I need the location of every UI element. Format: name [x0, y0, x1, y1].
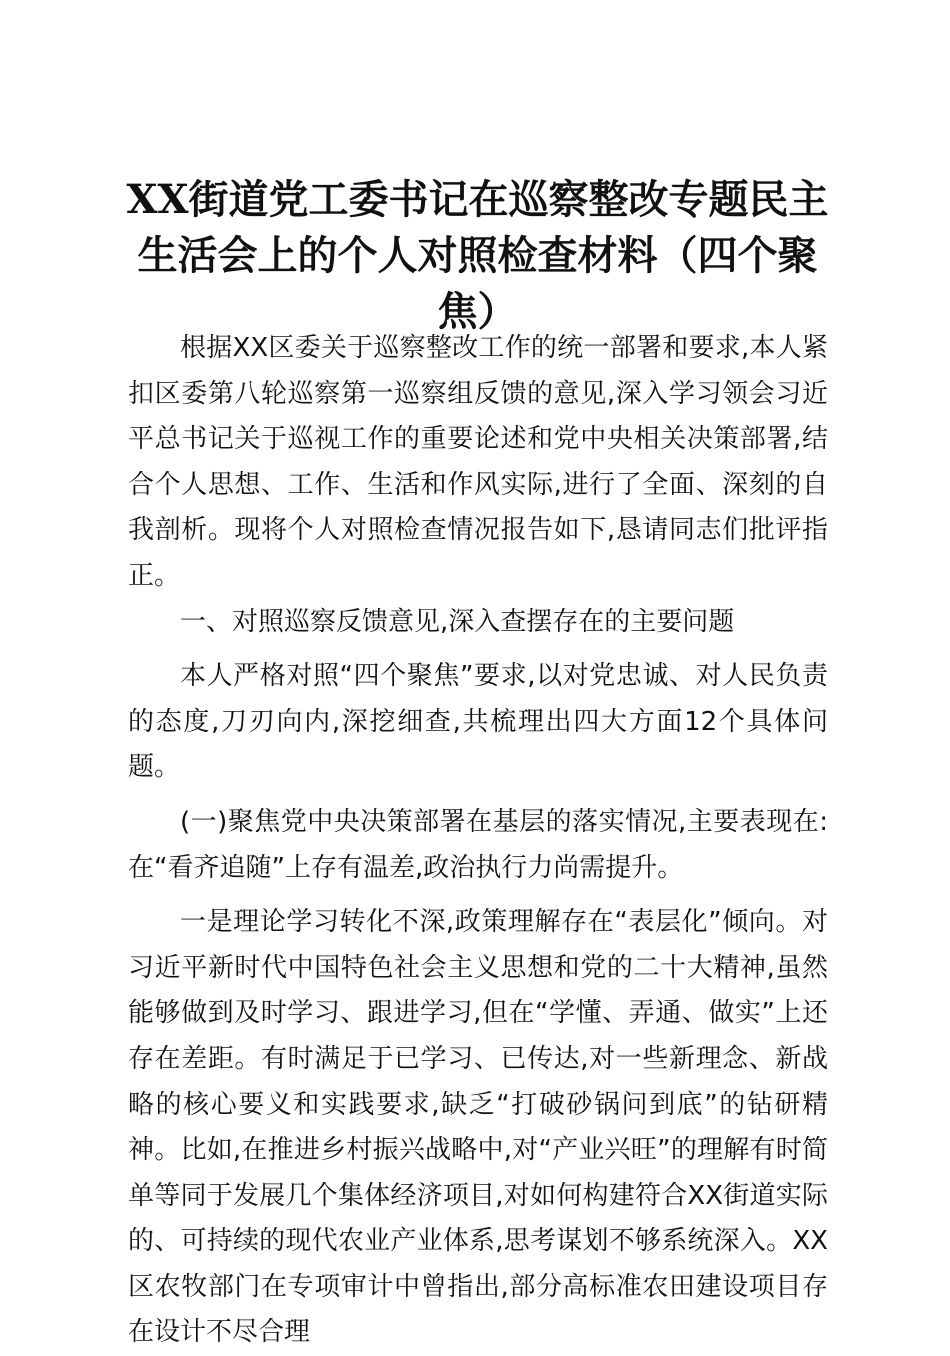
paragraph-intro: 根据XX区委关于巡察整改工作的统一部署和要求,本人紧扣区委第八轮巡察第一巡察组反馈的意见,深入学习领会习近平总书记关于巡视工作的重要论述和党中央相关决策部署,结合个人思想、工作、生活和作风实际,进行了全面、深刻的自我剖析。现将个人对照检查情况报告如下,恳请同志们批评指正。: [128, 333, 828, 591]
subsection-heading-1: (一)聚焦党中央决策部署在基层的落实情况,主要表现在:在“看齐追随”上存有温差,政治执行力尚需提升。: [128, 806, 828, 883]
document-title: XX街道党工委书记在巡察整改专题民主生活会上的个人对照检查材料（四个聚焦）: [126, 176, 829, 335]
paragraph-point-1: 一是理论学习转化不深,政策理解存在“表层化”倾向。对习近平新时代中国特色社会主义思想和党的二十大精神,虽然能够做到及时学习、跟进学习,但在“学懂、弄通、做实”上还存在差距。有时满足于已学习、已传达,对一些新理念、新战略的核心要义和实践要求,缺乏“打破砂锅问到底”的钻研精神。比如,在推进乡村振兴战略中,对“产业兴旺”的理解有时简单等同于发展几个集体经济项目,对如何构建符合XX街道实际的、可持续的现代农业产业体系,思考谋划不够系统深入。XX区农牧部门在专项审计中曾指出,部分高标准农田建设项目存在设计不尽合理: [128, 907, 828, 1348]
section-heading-1: 一、对照巡察反馈意见,深入查摆存在的主要问题: [180, 606, 735, 637]
document-body: [128, 326, 828, 1356]
paragraph-overview: 本人严格对照“四个聚焦”要求,以对党忠诚、对人民负责的态度,刀刃向内,深挖细查,共梳理出四大方面12个具体问题。: [128, 661, 828, 783]
